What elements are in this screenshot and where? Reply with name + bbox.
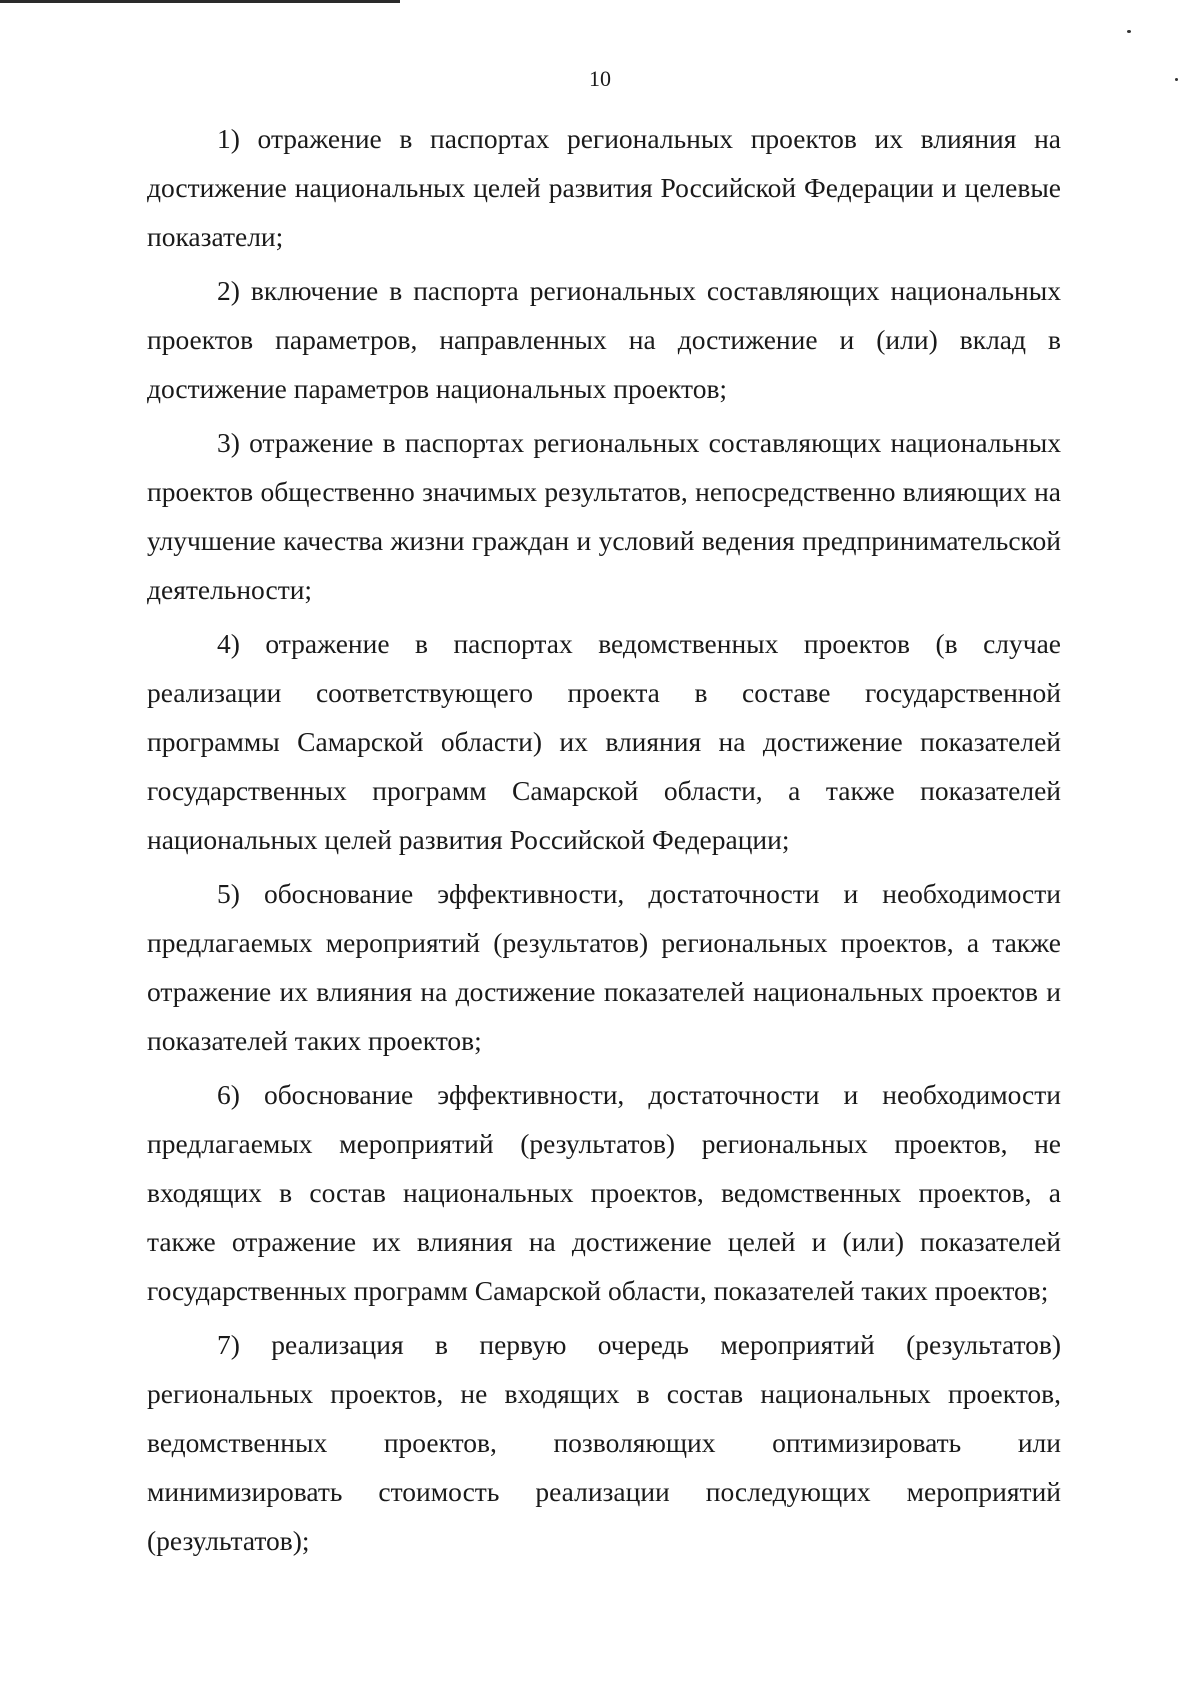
list-item-7: 7) реализация в первую очередь мероприятий (результатов) региональных проектов, не входящих в состав национальных проектов, ведомственных проектов, позволяющих оптимизировать или минимизировать стоимость реализации последующих мероприятий (результатов); [147,1329,1061,1556]
page-number: 10 [589,66,611,91]
scan-border-mark [0,0,400,3]
list-item-3: 3) отражение в паспортах региональных составляющих национальных проектов общественно значимых результатов, непосредственно влияющих на улучшение качества жизни граждан и условий ведения предпринимательской деятельности; [147,427,1061,605]
document-body [147,114,1061,1570]
list-item-2: 2) включение в паспорта региональных составляющих национальных проектов параметров, направленных на достижение и (или) вклад в достижение параметров национальных проектов; [147,275,1061,404]
scan-speck [1127,30,1131,33]
list-item-6: 6) обоснование эффективности, достаточности и необходимости предлагаемых мероприятий (результатов) региональных проектов, не входящих в состав национальных проектов, ведомственных проектов, а также отражение их влияния на достижение целей и (или) показателей государственных программ Самарской области, показателей таких проектов; [147,1079,1061,1306]
list-item-1: 1) отражение в паспортах региональных проектов их влияния на достижение национальных целей развития Российской Федерации и целевые показатели; [147,123,1061,252]
list-item-4: 4) отражение в паспортах ведомственных проектов (в случае реализации соответствующего проекта в составе государственной программы Самарской области) их влияния на достижение показателей государственных программ Самарской области, а также показателей национальных целей развития Российской Федерации; [147,628,1061,855]
list-item-5: 5) обоснование эффективности, достаточности и необходимости предлагаемых мероприятий (результатов) региональных проектов, а также отражение их влияния на достижение показателей национальных проектов и показателей таких проектов; [147,878,1061,1056]
